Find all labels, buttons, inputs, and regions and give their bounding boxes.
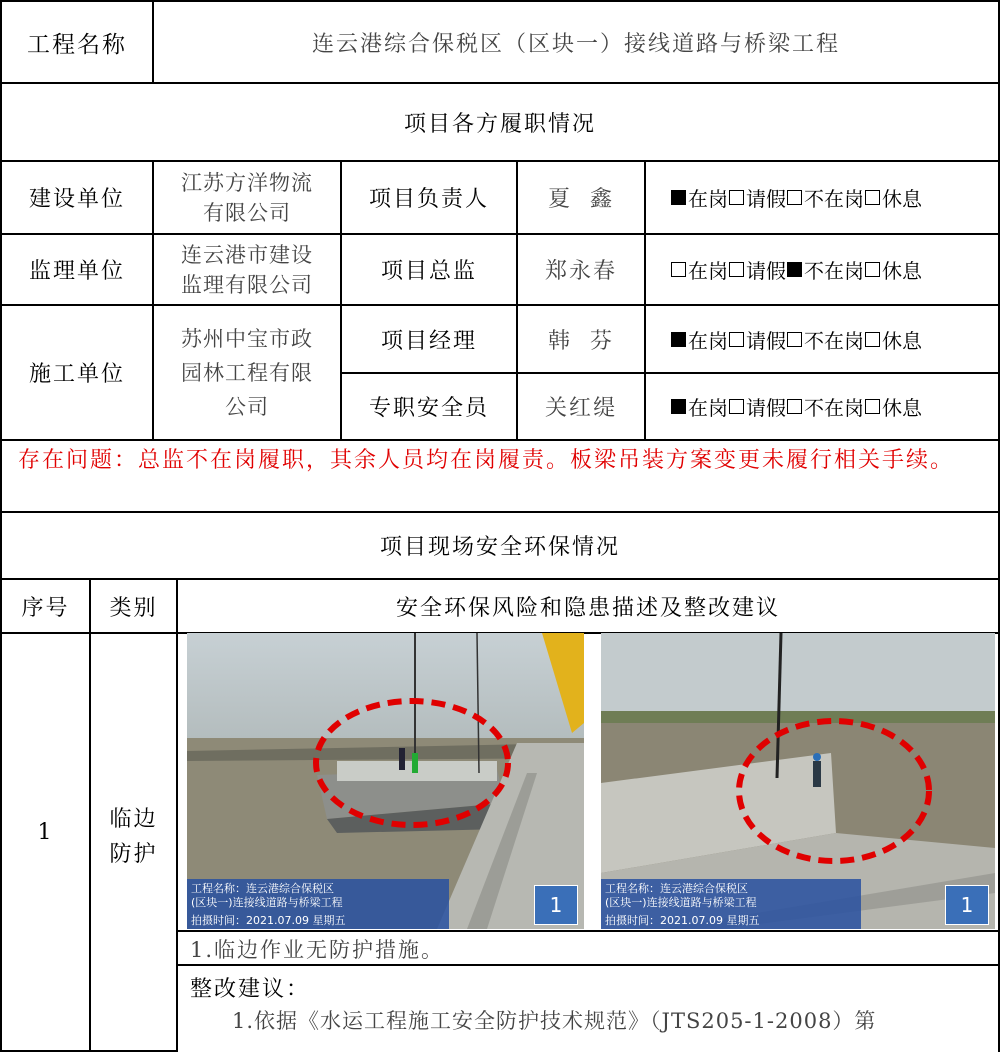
site-section-title: 项目现场安全环保情况 [0,511,1000,580]
status-label: 在岗 [688,328,728,353]
status-label: 在岗 [688,187,728,211]
duty-section-title: 项目各方履职情况 [0,82,1000,162]
company-line: 连云港市建设 [181,242,313,267]
column-header-index: 序号 [0,578,91,634]
status-label: 不在岗 [804,328,864,353]
status-label: 不在岗 [804,259,864,283]
status-label: 在岗 [688,259,728,283]
status-label: 休息 [882,396,922,420]
status-label: 不在岗 [804,187,864,211]
caption-line: 工程名称：连云港综合保税区 [605,882,748,895]
photo-number-badge: 1 [945,885,989,925]
position-chief-supervisor: 项目总监 [340,233,518,306]
photo-caption [601,879,861,913]
checkbox-unchecked[interactable] [787,332,802,347]
status-label: 休息 [882,259,922,283]
suggestion-text: 1.依据《水运工程施工安全防护技术规范》（JTS205-1-2008）第 [232,1009,877,1033]
checkbox-unchecked[interactable] [787,399,802,414]
photo-shot-time: 拍摄时间：2021.07.09 星期五 [601,913,861,929]
row-category: 临边防护 [89,632,178,1052]
caption-line: (区块一)连接线道路与桥梁工程 [191,896,343,909]
checkbox-unchecked[interactable] [729,190,744,205]
column-header-description: 安全环保风险和隐患描述及整改建议 [176,578,1000,634]
suggestion-label: 整改建议： [190,977,311,1002]
status-label: 不在岗 [804,396,864,420]
checkbox-unchecked[interactable] [865,190,880,205]
checkbox-unchecked[interactable] [729,332,744,347]
caption-line: (区块一)连接线道路与桥梁工程 [605,896,757,909]
photo-shot-time: 拍摄时间：2021.07.09 星期五 [187,913,449,929]
checkbox-unchecked[interactable] [865,262,880,277]
checkbox-unchecked[interactable] [865,332,880,347]
company-line: 有限公司 [203,200,291,225]
status-options [644,160,1000,235]
status-label: 请假 [746,328,786,353]
person-name: 郑永春 [516,233,646,306]
status-label: 休息 [882,187,922,211]
person-name: 夏 鑫 [516,160,646,235]
status-label: 休息 [882,328,922,353]
company-line: 园林工程有限 [181,360,313,385]
checkbox-unchecked[interactable] [729,262,744,277]
unit-company-construction-owner [152,160,342,235]
checkbox-unchecked[interactable] [729,399,744,414]
unit-role-supervisor: 监理单位 [0,233,154,306]
status-label: 请假 [746,259,786,283]
unit-company-contractor [152,304,342,441]
checkbox-checked[interactable] [671,190,686,205]
company-line: 江苏方洋物流 [181,170,313,195]
site-photo [187,633,584,929]
status-label: 请假 [746,187,786,211]
checkbox-checked[interactable] [671,399,686,414]
problem-statement: 存在问题：总监不在岗履职，其余人员均在岗履责。板梁吊装方案变更未履行相关手续。 [0,439,1000,513]
unit-role-construction-owner: 建设单位 [0,160,154,235]
checkbox-checked[interactable] [671,332,686,347]
caption-line: 工程名称：连云港综合保税区 [191,882,334,895]
checkbox-unchecked[interactable] [671,262,686,277]
status-options [644,304,1000,374]
checkbox-unchecked[interactable] [787,190,802,205]
company-line: 监理有限公司 [181,272,313,297]
position-safety-officer: 专职安全员 [340,372,518,441]
status-label: 请假 [746,396,786,420]
checkbox-checked[interactable] [787,262,802,277]
company-line: 公司 [225,394,269,419]
company-line: 苏州中宝市政 [181,326,313,351]
unit-role-contractor: 施工单位 [0,304,154,441]
person-name: 韩 芬 [516,304,646,374]
column-header-category: 类别 [89,578,178,634]
checkbox-unchecked[interactable] [865,399,880,414]
status-options [644,233,1000,306]
position-project-manager: 项目经理 [340,304,518,374]
row-index: 1 [0,632,91,1052]
person-name: 关红缇 [516,372,646,441]
unit-company-supervisor [152,233,342,306]
issue-text: 1.临边作业无防护措施。 [190,938,445,962]
position-project-leader: 项目负责人 [340,160,518,235]
project-name-value: 连云港综合保税区（区块一）接线道路与桥梁工程 [152,0,1000,84]
status-label: 在岗 [688,396,728,420]
project-name-label: 工程名称 [0,0,154,84]
photo-number-badge: 1 [534,885,578,925]
photo-caption [187,879,449,913]
site-photo [601,633,995,929]
status-options [644,372,1000,441]
